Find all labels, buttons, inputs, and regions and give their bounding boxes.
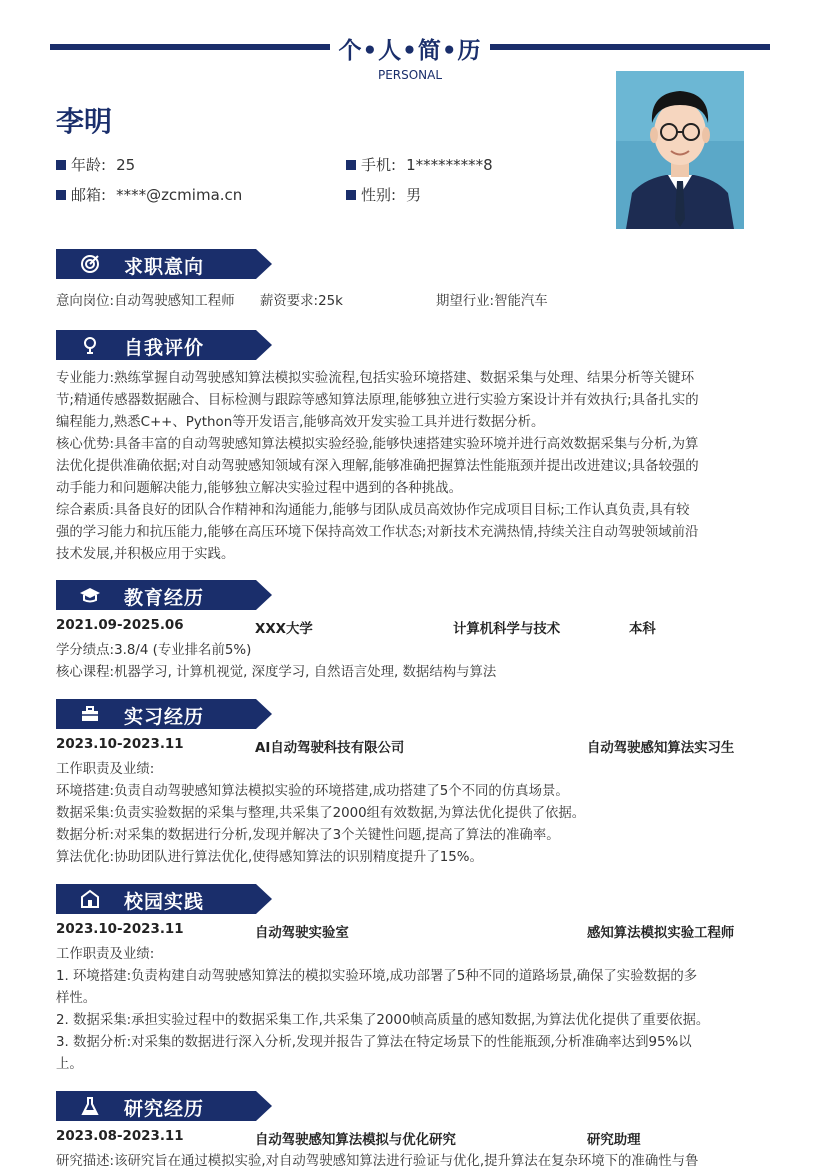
section-header-education <box>56 580 272 610</box>
lightbulb-icon <box>80 335 100 355</box>
text-line: 样性。 <box>56 991 97 1006</box>
section-title: 求职意向 <box>124 256 205 278</box>
resume-subtitle: PERSONAL <box>377 68 443 82</box>
bullet-square-icon <box>346 190 356 200</box>
internship-company: AI自动驾驶科技有限公司 <box>255 741 405 756</box>
text-line: 动手能力和问题解决能力,能够独立解决实验过程中遇到的各种挑战。 <box>56 481 462 496</box>
age-value: 25 <box>116 156 136 174</box>
text-line: 工作职责及业绩: <box>56 762 155 777</box>
gender-field <box>346 184 421 205</box>
text-line: 3. 数据分析:对采集的数据进行深入分析,发现并报告了算法在特定场景下的性能瓶颈,分析准确率达到95%以 <box>56 1035 692 1050</box>
intent-position: 意向岗位:自动驾驶感知工程师 <box>56 294 235 309</box>
text-line: 技术发展,并积极应用于实践。 <box>56 547 235 562</box>
campus-details <box>56 944 766 1076</box>
internship-period: 2023.10-2023.11 <box>56 737 184 752</box>
bullet-square-icon <box>56 160 66 170</box>
gender-value: 男 <box>406 186 422 204</box>
section-title: 自我评价 <box>124 337 205 359</box>
research-details <box>56 1151 766 1173</box>
campus-role: 感知算法模拟实验工程师 <box>587 926 735 941</box>
phone-label: 手机: <box>361 156 397 174</box>
text-line: 数据采集:负责实验数据的采集与整理,共采集了2000组有效数据,为算法优化提供了依据。 <box>56 806 586 821</box>
age-field <box>56 154 135 175</box>
email-label: 邮箱: <box>71 186 107 204</box>
text-line: 环境搭建:负责自动驾驶感知算法模拟实验的环境搭建,成功搭建了5个不同的仿真场景。 <box>56 784 569 799</box>
research-project: 自动驾驶感知算法模拟与优化研究 <box>255 1133 456 1148</box>
internship-details <box>56 759 766 869</box>
section-title: 教育经历 <box>124 587 205 609</box>
phone-field <box>346 154 493 175</box>
age-label: 年龄: <box>71 156 107 174</box>
graduation-cap-icon <box>80 585 100 605</box>
text-line: 数据分析:对采集的数据进行分析,发现并解决了3个关键性问题,提高了算法的准确率。 <box>56 828 560 843</box>
text-line: 1. 环境搭建:负责构建自动驾驶感知算法的模拟实验环境,成功部署了5种不同的道路场景,确保了实验数据的多 <box>56 969 698 984</box>
briefcase-icon <box>80 704 100 724</box>
education-major: 计算机科学与技术 <box>453 622 561 637</box>
text-line: 强的学习能力和抗压能力,能够在高压环境下保持高效工作状态;对新技术充满热情,持续关注自动驾驶领域前沿 <box>56 525 699 540</box>
section-header-internship <box>56 699 272 729</box>
gender-label: 性别: <box>361 186 397 204</box>
email-field <box>56 184 242 205</box>
text-line: 法优化提供准确依据;对自动驾驶感知领域有深入理解,能够准确把握算法性能瓶颈并提出改进建议;具备较强的 <box>56 459 699 474</box>
text-line: 算法优化:协助团队进行算法优化,使得感知算法的识别精度提升了15%。 <box>56 850 483 865</box>
education-gpa: 学分绩点:3.8/4 (专业排名前5%) <box>56 643 252 658</box>
section-title: 校园实践 <box>124 891 205 913</box>
phone-value: 1*********8 <box>406 156 493 174</box>
education-degree: 本科 <box>629 622 656 637</box>
flask-icon <box>80 1096 100 1116</box>
education-school: XXX大学 <box>255 622 313 637</box>
profile-photo <box>616 71 744 229</box>
text-line: 节;精通传感器数据融合、目标检测与跟踪等感知算法原理,能够独立进行实验方案设计并有效执行;具备扎实的 <box>56 393 699 408</box>
campus-period: 2023.10-2023.11 <box>56 922 184 937</box>
text-line: 核心优势:具备丰富的自动驾驶感知算法模拟实验经验,能够快速搭建实验环境并进行高效数据采集与分析,为算 <box>56 437 699 452</box>
candidate-name: 李明 <box>56 105 113 138</box>
bullet-square-icon <box>346 160 356 170</box>
education-courses: 核心课程:机器学习, 计算机视觉, 深度学习, 自然语言处理, 数据结构与算法 <box>56 665 497 680</box>
text-line: 2. 数据采集:承担实验过程中的数据采集工作,共采集了2000帧高质量的感知数据,为算法优化提供了重要依据。 <box>56 1013 710 1028</box>
internship-role: 自动驾驶感知算法实习生 <box>587 741 735 756</box>
text-line: 上。 <box>56 1057 83 1072</box>
education-period: 2021.09-2025.06 <box>56 618 184 633</box>
self-evaluation-text <box>56 368 766 566</box>
text-line: 编程能力,熟悉C++、Python等开发语言,能够高效开发实验工具并进行数据分析。 <box>56 415 545 430</box>
campus-org: 自动驾驶实验室 <box>255 926 349 941</box>
section-header-self-evaluation <box>56 330 272 360</box>
resume-title: 个•人•简•历 <box>338 38 482 64</box>
text-line: 研究描述:该研究旨在通过模拟实验,对自动驾驶感知算法进行验证与优化,提升算法在复杂环境下的准确性与鲁 <box>56 1154 699 1169</box>
text-line: 工作职责及业绩: <box>56 947 155 962</box>
bullet-square-icon <box>56 190 66 200</box>
section-title: 研究经历 <box>124 1098 205 1120</box>
header-rule-right <box>490 44 770 50</box>
email-value: ****@zcmima.cn <box>116 186 243 204</box>
section-header-research <box>56 1091 272 1121</box>
header-rule-left <box>50 44 330 50</box>
text-line: 专业能力:熟练掌握自动驾驶感知算法模拟实验流程,包括实验环境搭建、数据采集与处理、结果分析等关键环 <box>56 371 695 386</box>
section-title: 实习经历 <box>124 706 205 728</box>
intent-industry: 期望行业:智能汽车 <box>436 294 548 309</box>
section-header-job-intent <box>56 249 272 279</box>
research-role: 研究助理 <box>587 1133 641 1148</box>
building-icon <box>80 889 100 909</box>
section-header-campus-practice <box>56 884 272 914</box>
research-period: 2023.08-2023.11 <box>56 1129 184 1144</box>
text-line: 综合素质:具备良好的团队合作精神和沟通能力,能够与团队成员高效协作完成项目目标;工作认真负责,具有较 <box>56 503 690 518</box>
intent-salary: 薪资要求:25k <box>260 294 343 309</box>
target-icon <box>80 254 100 274</box>
